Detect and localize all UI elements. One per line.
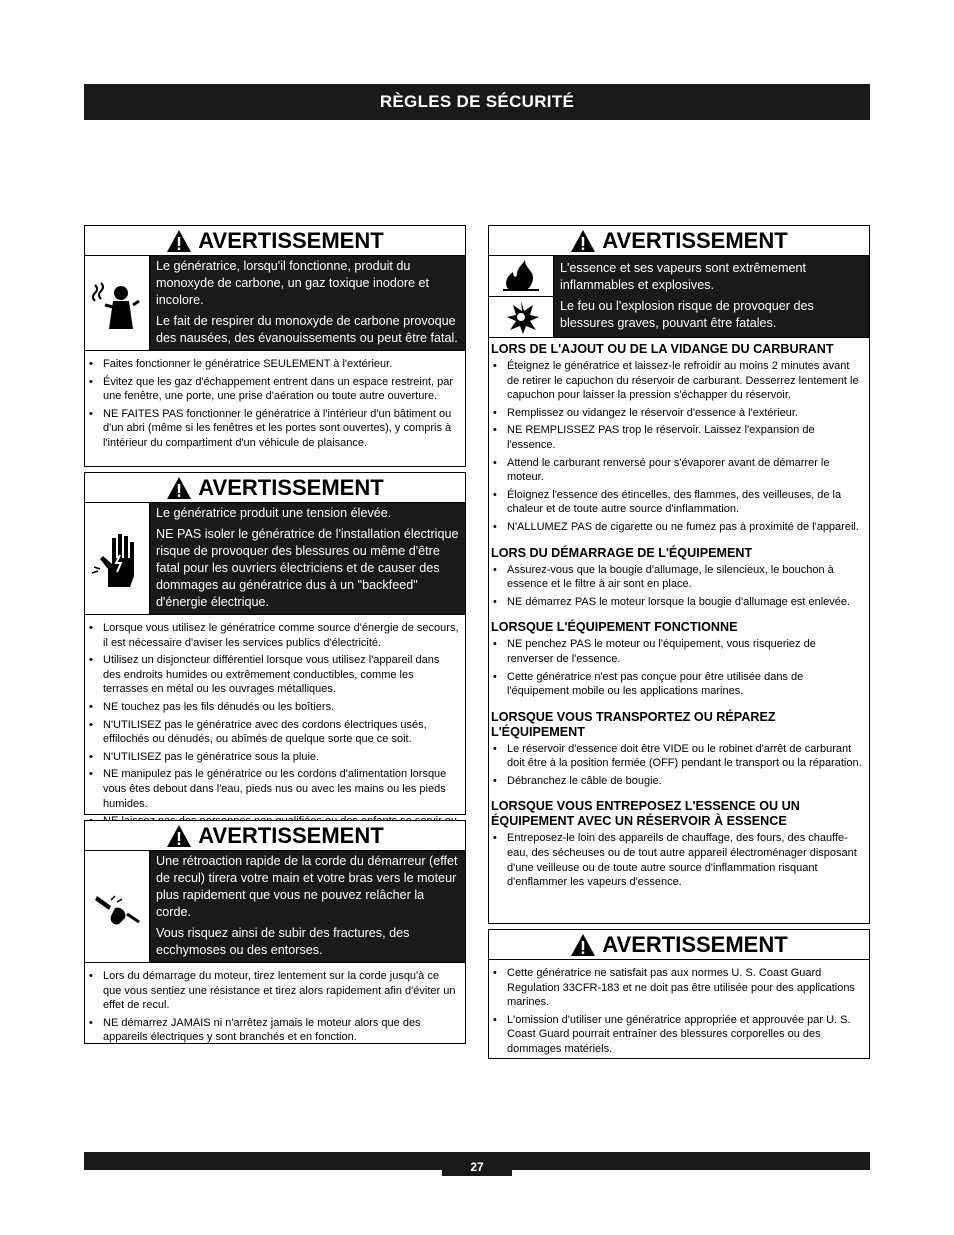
list-item: • Lorsque vous utilisez le génératrice comme source d'énergie de secours, il est nécessaire d'aviser les services publics d'électricité. bbox=[103, 621, 459, 650]
warning-triangle-icon bbox=[570, 229, 596, 253]
list-item: • Le réservoir d'essence doit être VIDE ou le robinet d'arrêt de carburant doit être à la position fermée (OFF) pendant le transport ou la réparation. bbox=[507, 742, 863, 771]
explosion-icon bbox=[489, 296, 553, 337]
list-item: • NE démarrez JAMAIS ni n'arrêtez jamais le moteur alors que des appareils électriques y sont branchés et en fonction. bbox=[103, 1016, 459, 1045]
list-item: • NE touchez pas les fils dénudés ou les boîtiers. bbox=[103, 700, 459, 715]
page-number: 27 bbox=[442, 1152, 512, 1176]
page-title: RÈGLES DE SÉCURITÉ bbox=[379, 92, 575, 111]
bullet-list bbox=[489, 740, 869, 796]
section-heading: LORSQUE VOUS ENTREPOSEZ L'ESSENCE OU UN ÉQUIPEMENT AVEC UN RÉSERVOIR À ESSENCE bbox=[491, 799, 800, 829]
warning-title: AVERTISSEMENT bbox=[85, 226, 465, 256]
list-item: • NE REMPLISSEZ PAS trop le réservoir. Laissez l'expansion de l'essence. bbox=[507, 423, 863, 452]
list-item: • N'UTILISEZ pas le génératrice sous la pluie. bbox=[103, 750, 459, 765]
warning-box-carbon-monoxide bbox=[84, 225, 466, 467]
list-item: • Débranchez le câble de bougie. bbox=[507, 774, 863, 789]
list-item: • Évitez que les gaz d'échappement entrent dans un espace restreint, par une fenêtre, une porte, une prise d'aération ou toute autre ouverture. bbox=[103, 375, 459, 404]
hazard-text: Le génératrice produit une tension élevée. NE PAS isoler le génératrice de l'installation électrique risque de provoquer des blessures ou même d'être fatal pour les ouvriers électriciens et de causer des dommages au génératrice dus à un "backfeed" d'énergie électrique. bbox=[150, 503, 465, 614]
section-heading: LORS DU DÉMARRAGE DE L'ÉQUIPEMENT bbox=[491, 545, 753, 560]
bullet-list bbox=[489, 635, 869, 705]
warning-title: AVERTISSEMENT bbox=[85, 821, 465, 851]
list-item: • Attend le carburant renversé pour s'évaporer avant de démarrer le moteur. bbox=[507, 456, 863, 485]
bullet-list bbox=[489, 829, 869, 896]
section-heading: LORS DE L'AJOUT OU DE LA VIDANGE DU CARBURANT bbox=[491, 342, 834, 356]
bullet-list bbox=[489, 357, 869, 542]
hazard-row bbox=[85, 851, 465, 963]
warning-title: AVERTISSEMENT bbox=[489, 930, 869, 960]
warning-box-electrical bbox=[84, 472, 466, 815]
warning-triangle-icon bbox=[166, 824, 192, 848]
list-item: • Cette génératrice n'est pas conçue pour être utilisée dans de l'équipement mobile ou les applications marines. bbox=[507, 670, 863, 699]
hazard-row bbox=[85, 503, 465, 615]
list-item: • NE démarrez PAS le moteur lorsque la bougie d'allumage est enlevée. bbox=[507, 595, 863, 610]
toxic-fumes-icon bbox=[85, 256, 150, 350]
list-item: • N'UTILISEZ pas le génératrice avec des cordons électriques usés, effilochés ou dénudés, ou abîmés de quelque sorte que ce soit. bbox=[103, 718, 459, 747]
bullet-list bbox=[85, 615, 465, 850]
hazard-row bbox=[85, 256, 465, 351]
hazard-icon-stack bbox=[489, 256, 554, 337]
hazard-text: L'essence et ses vapeurs sont extrêmement inflammables et explosives. Le feu ou l'explosion risque de provoquer des blessures graves, pouvant être fatales. bbox=[554, 256, 869, 337]
bullet-list bbox=[85, 963, 465, 1052]
list-item: • N'ALLUMEZ PAS de cigarette ou ne fumez pas à proximité de l'appareil. bbox=[507, 520, 863, 535]
list-item: • Entreposez-le loin des appareils de chauffage, des fours, des chauffe-eau, des sécheuses ou de tout autre appareil électroménager disposant d'une veilleuse ou de toute autre source d'inflammation risquant d'enflammer les vapeurs d'essence. bbox=[507, 831, 863, 889]
recoil-starter-icon bbox=[85, 851, 150, 962]
bullet-list bbox=[489, 960, 869, 1064]
list-item: • Utilisez un disjoncteur différentiel lorsque vous utilisez l'appareil dans des endroits humides ou extrêmement conductibles, comme les terrasses en métal ou les ouvrages métalliques. bbox=[103, 653, 459, 697]
bullet-list bbox=[489, 561, 869, 617]
warning-box-fuel bbox=[488, 225, 870, 924]
list-item: • NE manipulez pas le génératrice ou les cordons d'alimentation lorsque vous êtes debout dans l'eau, pieds nus ou avec les mains ou les pieds humides. bbox=[103, 767, 459, 811]
list-item: • NE penchez PAS le moteur ou l'équipement, vous risqueriez de renverser de l'essence. bbox=[507, 637, 863, 666]
fire-icon bbox=[489, 256, 553, 296]
hazard-text: Le génératrice, lorsqu'il fonctionne, produit du monoxyde de carbone, un gaz toxique inodore et incolore. Le fait de respirer du monoxyde de carbone provoque des nausées, des évanouissements ou peut être fatal. bbox=[150, 256, 465, 350]
list-item: • L'omission d'utiliser une génératrice appropriée et approuvée par U. S. Coast Guard pourrait entraîner des blessures corporelles ou des dommages matériels. bbox=[507, 1013, 863, 1057]
warning-triangle-icon bbox=[570, 933, 596, 957]
warning-box-kickback bbox=[84, 820, 466, 1044]
hazard-text: Une rétroaction rapide de la corde du démarreur (effet de recul) tirera votre main et votre bras vers le moteur plus rapidement que vous ne pouvez relâcher la corde. Vous risquez ainsi de subir des fractures, des ecchymoses ou des entorses. bbox=[150, 851, 465, 962]
section-heading: LORSQUE VOUS TRANSPORTEZ OU RÉPAREZ L'ÉQUIPEMENT bbox=[491, 709, 776, 739]
page-header bbox=[84, 84, 870, 120]
section-heading: LORSQUE L'ÉQUIPEMENT FONCTIONNE bbox=[491, 620, 738, 635]
list-item: • Cette génératrice ne satisfait pas aux normes U. S. Coast Guard Regulation 33CFR-183 et ne doit pas être utilisée pour des applications marines. bbox=[507, 966, 863, 1010]
electric-shock-hand-icon bbox=[85, 503, 150, 614]
list-item: • Assurez-vous que la bougie d'allumage, le silencieux, le bouchon à essence et le filtre à air sont en place. bbox=[507, 563, 863, 592]
hazard-row bbox=[489, 256, 869, 338]
list-item: • Éloignez l'essence des étincelles, des flammes, des veilleuses, de la chaleur et de toute autre source d'inflammation. bbox=[507, 488, 863, 517]
warning-triangle-icon bbox=[166, 229, 192, 253]
list-item: • Faites fonctionner le génératrice SEULEMENT à l'extérieur. bbox=[103, 357, 459, 372]
list-item: • Lors du démarrage du moteur, tirez lentement sur la corde jusqu'à ce que vous sentiez une résistance et tirez alors rapidement afin d'éviter un effet de recul. bbox=[103, 969, 459, 1013]
warning-triangle-icon bbox=[166, 476, 192, 500]
warning-box-marine bbox=[488, 929, 870, 1059]
list-item: • Remplissez ou vidangez le réservoir d'essence à l'extérieur. bbox=[507, 406, 863, 421]
warning-title: AVERTISSEMENT bbox=[85, 473, 465, 503]
list-item: • NE FAITES PAS fonctionner le génératrice à l'intérieur d'un bâtiment ou d'un abri (même si les fenêtres et les portes sont ouvertes), y compris à l'intérieur du compartiment d'un véhicule de plaisance. bbox=[103, 407, 459, 451]
bullet-list bbox=[85, 351, 465, 458]
warning-title: AVERTISSEMENT bbox=[489, 226, 869, 256]
list-item: • Éteignez le génératrice et laissez-le refroidir au moins 2 minutes avant de retirer le capuchon du réservoir de carburant. Desserrez lentement le capuchon pour laisser la pression s'échapper du réservoir. bbox=[507, 359, 863, 403]
